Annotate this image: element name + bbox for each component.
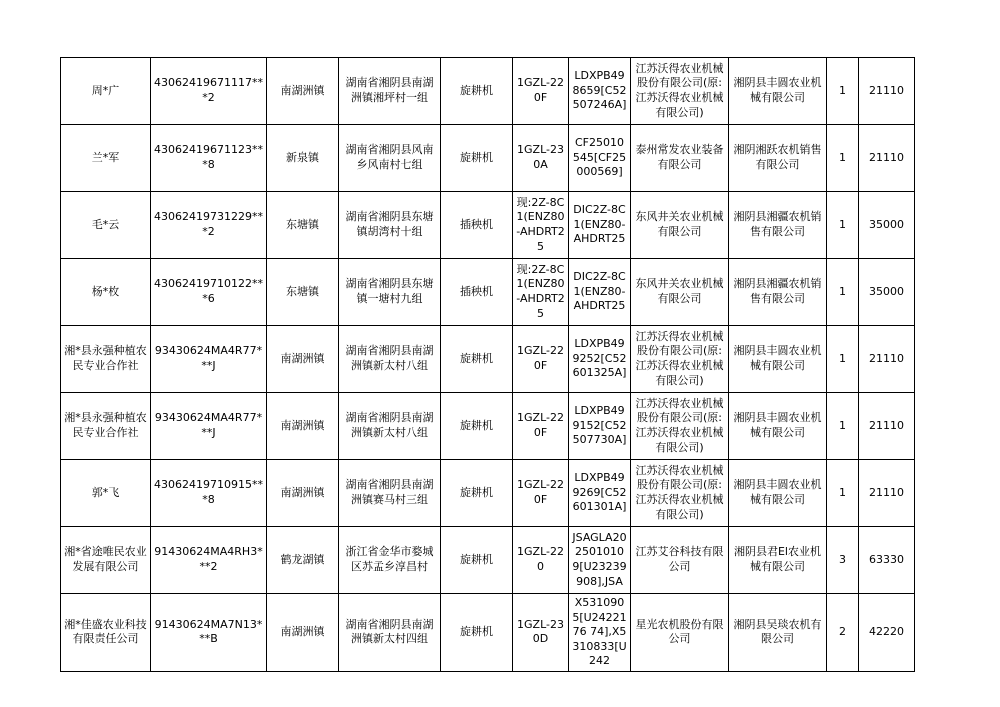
cell-model: 1GZL-220F — [513, 393, 569, 460]
cell-id: 43062419671117***2 — [151, 58, 267, 125]
table-row — [61, 393, 915, 460]
cell-address: 湖南省湘阴县南湖洲镇新太村四组 — [339, 594, 441, 672]
cell-owner: 湘*佳盛农业科技有限责任公司 — [61, 594, 151, 672]
cell-dealer: 湘阴湘跃农机销售有限公司 — [729, 125, 827, 192]
table-body — [61, 58, 915, 672]
cell-machine-type: 旋耕机 — [441, 460, 513, 527]
cell-dealer: 湘阴县君El农业机械有限公司 — [729, 527, 827, 594]
cell-amount: 35000 — [859, 192, 915, 259]
cell-manufacturer: 江苏艾谷科技有限公司 — [631, 527, 729, 594]
cell-dealer: 湘阴县丰圆农业机械有限公司 — [729, 460, 827, 527]
cell-dealer: 湘阴县丰圆农业机械有限公司 — [729, 326, 827, 393]
cell-qty: 1 — [827, 192, 859, 259]
subsidy-table-wrapper — [60, 57, 904, 672]
cell-machine-type: 插秧机 — [441, 192, 513, 259]
cell-qty: 1 — [827, 326, 859, 393]
cell-manufacturer: 江苏沃得农业机械股份有限公司(原:江苏沃得农业机械有限公司) — [631, 58, 729, 125]
cell-amount: 63330 — [859, 527, 915, 594]
cell-owner: 周*广 — [61, 58, 151, 125]
cell-manufacturer: 江苏沃得农业机械股份有限公司(原:江苏沃得农业机械有限公司) — [631, 393, 729, 460]
cell-amount: 21110 — [859, 326, 915, 393]
cell-id: 43062419731229***2 — [151, 192, 267, 259]
cell-model: 1GZL-220F — [513, 58, 569, 125]
cell-township: 南湖洲镇 — [267, 326, 339, 393]
cell-model: 1GZL-220 — [513, 527, 569, 594]
cell-manufacturer: 东风井关农业机械有限公司 — [631, 259, 729, 326]
cell-amount: 21110 — [859, 58, 915, 125]
subsidy-table — [60, 57, 915, 672]
cell-qty: 3 — [827, 527, 859, 594]
cell-amount: 21110 — [859, 460, 915, 527]
cell-address: 湖南省湘阴县南湖洲镇湘坪村一组 — [339, 58, 441, 125]
table-row — [61, 460, 915, 527]
cell-owner: 湘*县永强种植农民专业合作社 — [61, 393, 151, 460]
cell-id: 43062419671123***8 — [151, 125, 267, 192]
cell-machine-type: 旋耕机 — [441, 326, 513, 393]
cell-code: X5310905[U2422176 74],X5310833[U242 — [569, 594, 631, 672]
cell-manufacturer: 江苏沃得农业机械股份有限公司(原:江苏沃得农业机械有限公司) — [631, 326, 729, 393]
cell-id: 93430624MA4R77***J — [151, 326, 267, 393]
cell-address: 湖南省湘阴县东塘镇胡湾村十组 — [339, 192, 441, 259]
cell-amount: 42220 — [859, 594, 915, 672]
cell-model: 1GZL-230A — [513, 125, 569, 192]
cell-model: 1GZL-220F — [513, 460, 569, 527]
cell-model: 1GZL-220F — [513, 326, 569, 393]
cell-address: 湖南省湘阴县南湖洲镇赛马村三组 — [339, 460, 441, 527]
cell-owner: 兰*军 — [61, 125, 151, 192]
table-row — [61, 259, 915, 326]
cell-manufacturer: 东风井关农业机械有限公司 — [631, 192, 729, 259]
cell-id: 43062419710915***8 — [151, 460, 267, 527]
cell-owner: 郭*飞 — [61, 460, 151, 527]
cell-township: 南湖洲镇 — [267, 594, 339, 672]
cell-dealer: 湘阴县湘疆农机销售有限公司 — [729, 192, 827, 259]
cell-address: 湖南省湘阴县东塘镇一塘村九组 — [339, 259, 441, 326]
cell-township: 东塘镇 — [267, 259, 339, 326]
table-row — [61, 58, 915, 125]
cell-address: 湖南省湘阴县南湖洲镇新太村八组 — [339, 393, 441, 460]
cell-id: 93430624MA4R77***J — [151, 393, 267, 460]
table-row — [61, 527, 915, 594]
cell-code: JSAGLA202501010 9[U23239908],JSA — [569, 527, 631, 594]
cell-manufacturer: 江苏沃得农业机械股份有限公司(原:江苏沃得农业机械有限公司) — [631, 460, 729, 527]
table-row — [61, 326, 915, 393]
cell-dealer: 湘阴县丰圆农业机械有限公司 — [729, 393, 827, 460]
cell-qty: 1 — [827, 259, 859, 326]
cell-machine-type: 旋耕机 — [441, 393, 513, 460]
cell-qty: 1 — [827, 393, 859, 460]
cell-model: 现:2Z-8C1(ENZ80-AHDRT25 — [513, 192, 569, 259]
table-row — [61, 125, 915, 192]
cell-owner: 湘*省途唯民农业发展有限公司 — [61, 527, 151, 594]
cell-machine-type: 旋耕机 — [441, 594, 513, 672]
cell-township: 南湖洲镇 — [267, 58, 339, 125]
cell-code: LDXPB499152[C52507730A] — [569, 393, 631, 460]
cell-code: DIC2Z-8C1(ENZ80-AHDRT25 — [569, 192, 631, 259]
cell-machine-type: 旋耕机 — [441, 527, 513, 594]
cell-township: 南湖洲镇 — [267, 460, 339, 527]
cell-township: 东塘镇 — [267, 192, 339, 259]
cell-owner: 毛*云 — [61, 192, 151, 259]
cell-machine-type: 插秧机 — [441, 259, 513, 326]
cell-address: 浙江省金华市婺城区苏孟乡淳昌村 — [339, 527, 441, 594]
cell-address: 湖南省湘阴县风南乡风南村七组 — [339, 125, 441, 192]
table-row — [61, 192, 915, 259]
cell-manufacturer: 泰州常发农业装备有限公司 — [631, 125, 729, 192]
cell-manufacturer: 星光农机股份有限公司 — [631, 594, 729, 672]
cell-code: LDXPB499252[C52601325A] — [569, 326, 631, 393]
cell-model: 现:2Z-8C1(ENZ80-AHDRT25 — [513, 259, 569, 326]
cell-id: 43062419710122***6 — [151, 259, 267, 326]
table-row — [61, 594, 915, 672]
cell-id: 91430624MA7N13***B — [151, 594, 267, 672]
cell-qty: 1 — [827, 58, 859, 125]
cell-dealer: 湘阴县丰圆农业机械有限公司 — [729, 58, 827, 125]
cell-dealer: 湘阴县吴琰农机有限公司 — [729, 594, 827, 672]
cell-code: DIC2Z-8C1(ENZ80-AHDRT25 — [569, 259, 631, 326]
cell-dealer: 湘阴县湘疆农机销售有限公司 — [729, 259, 827, 326]
cell-amount: 21110 — [859, 393, 915, 460]
cell-owner: 湘*县永强种植农民专业合作社 — [61, 326, 151, 393]
cell-township: 鹤龙湖镇 — [267, 527, 339, 594]
cell-code: CF25010545[CF25000569] — [569, 125, 631, 192]
cell-code: LDXPB499269[C52601301A] — [569, 460, 631, 527]
cell-township: 新泉镇 — [267, 125, 339, 192]
cell-qty: 2 — [827, 594, 859, 672]
cell-model: 1GZL-230D — [513, 594, 569, 672]
cell-machine-type: 旋耕机 — [441, 58, 513, 125]
cell-machine-type: 旋耕机 — [441, 125, 513, 192]
cell-qty: 1 — [827, 460, 859, 527]
cell-code: LDXPB498659[C52507246A] — [569, 58, 631, 125]
cell-address: 湖南省湘阴县南湖洲镇新太村八组 — [339, 326, 441, 393]
cell-id: 91430624MA4RH3***2 — [151, 527, 267, 594]
cell-amount: 21110 — [859, 125, 915, 192]
cell-township: 南湖洲镇 — [267, 393, 339, 460]
cell-owner: 杨*枚 — [61, 259, 151, 326]
cell-qty: 1 — [827, 125, 859, 192]
cell-amount: 35000 — [859, 259, 915, 326]
